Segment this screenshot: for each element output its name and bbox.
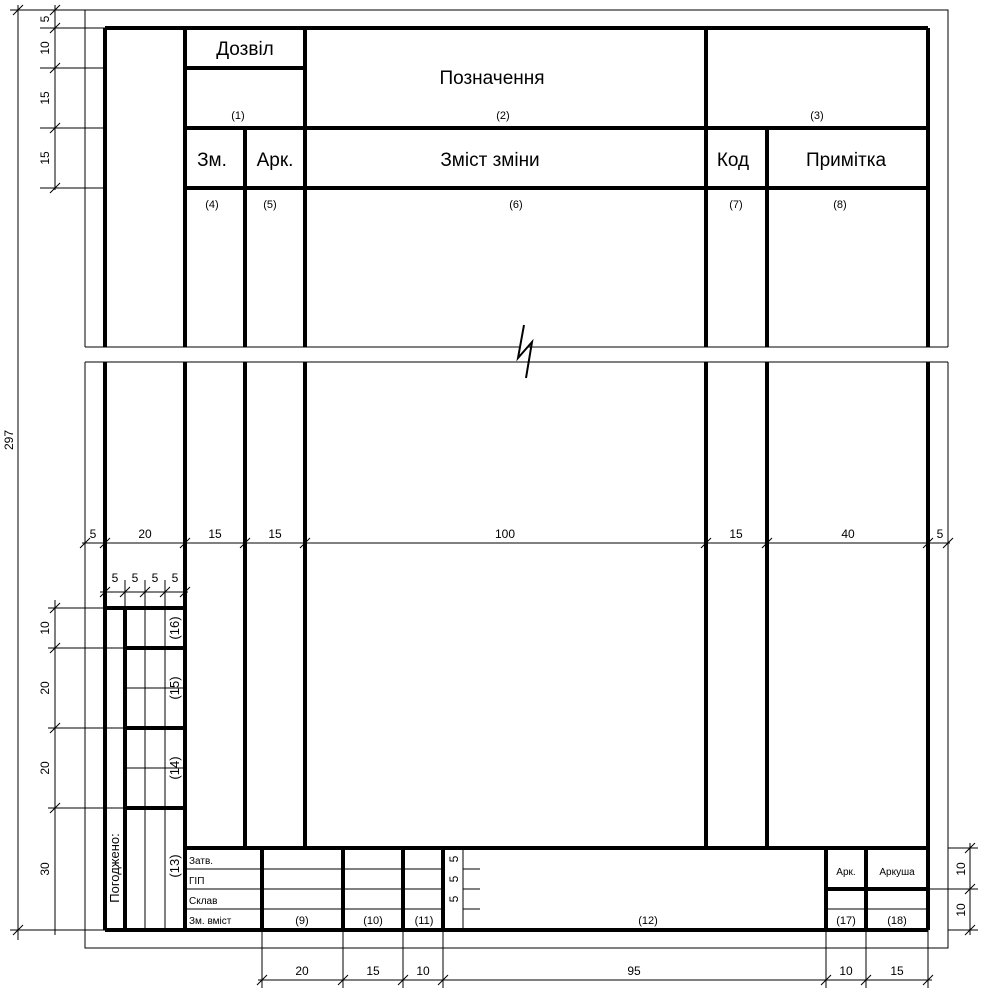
strip-dim: 5 — [131, 571, 139, 585]
strip-dim: 5 — [111, 571, 119, 585]
header-zm: Зм. — [197, 150, 227, 171]
column-dim: 40 — [841, 527, 855, 541]
column-dim: 20 — [138, 527, 152, 541]
bottom-dimensions — [257, 930, 933, 988]
page-height-dimension — [10, 5, 45, 940]
bottom-table-lines — [85, 362, 948, 930]
ref-label: (10) — [363, 915, 383, 927]
margin-dim: 15 — [38, 151, 52, 165]
ref-label: (4) — [205, 199, 219, 211]
ref-label: (7) — [729, 199, 743, 211]
sheet-outline-bottom — [85, 362, 948, 948]
column-dim: 15 — [729, 527, 743, 541]
strip-dim: 5 — [151, 571, 159, 585]
column-dim: 100 — [494, 527, 516, 541]
small-dim: 5 — [447, 895, 461, 903]
row-label-sklav: Склав — [189, 896, 218, 907]
column-dim: 5 — [936, 527, 944, 541]
sheet-outline-top — [85, 10, 948, 347]
ref-label: (13) — [167, 854, 182, 878]
row-label-zatv: Затв. — [189, 856, 214, 867]
row-dim: 10 — [38, 621, 52, 635]
header-poznachennia: Позначення — [439, 68, 545, 89]
row-dim: 20 — [38, 761, 52, 775]
ref-label: (11) — [414, 915, 434, 927]
ref-label: (1) — [231, 110, 245, 122]
column-dim: 15 — [208, 527, 222, 541]
row-dim: 20 — [38, 681, 52, 695]
ref-label: (17) — [836, 915, 856, 927]
margin-dim: 10 — [38, 41, 52, 55]
column-dim: 5 — [89, 527, 97, 541]
ref-label: (14) — [167, 756, 182, 780]
title-arkusha-label: Аркуша — [879, 867, 915, 878]
ref-label: (15) — [167, 676, 182, 700]
small-dim: 5 — [447, 855, 461, 863]
bottom-dim: 10 — [839, 964, 853, 978]
page-height-dim: 297 — [2, 429, 16, 451]
margin-dim: 5 — [38, 15, 52, 23]
row-dim: 30 — [38, 862, 52, 876]
right-dim: 10 — [954, 903, 968, 917]
bottom-dim: 10 — [416, 964, 430, 978]
ref-label: (5) — [263, 199, 277, 211]
ref-label: (16) — [167, 616, 182, 640]
header-kod: Код — [716, 150, 750, 171]
header-zmist-zminy: Зміст зміни — [440, 150, 540, 171]
pogodzheno-label: Погоджено: — [107, 833, 122, 903]
column-dim: 15 — [268, 527, 282, 541]
right-dimensions — [930, 843, 978, 935]
bottom-dim: 20 — [295, 964, 309, 978]
ref-label: (8) — [833, 199, 847, 211]
ref-label: (6) — [509, 199, 523, 211]
ref-label: (12) — [638, 915, 658, 927]
margin-dim: 15 — [38, 91, 52, 105]
bottom-dim: 15 — [366, 964, 380, 978]
header-ark: Арк. — [256, 150, 294, 171]
bottom-dim: 15 — [890, 964, 904, 978]
bottom-dim: 95 — [627, 964, 641, 978]
title-ark-label: Арк. — [836, 867, 856, 878]
row-label-zm-vmist: Зм. вміст — [189, 916, 232, 927]
ref-label: (18) — [887, 915, 907, 927]
header-dozvil: Дозвіл — [216, 39, 274, 60]
row-label-gip: ГІП — [189, 876, 205, 887]
ref-label: (3) — [810, 110, 824, 122]
header-prymitka: Примітка — [805, 150, 887, 171]
strip-dim: 5 — [171, 571, 179, 585]
ref-label: (2) — [496, 110, 510, 122]
right-dim: 10 — [954, 862, 968, 876]
break-symbol — [518, 325, 532, 378]
ref-label: (9) — [295, 915, 309, 927]
small-dim: 5 — [447, 875, 461, 883]
